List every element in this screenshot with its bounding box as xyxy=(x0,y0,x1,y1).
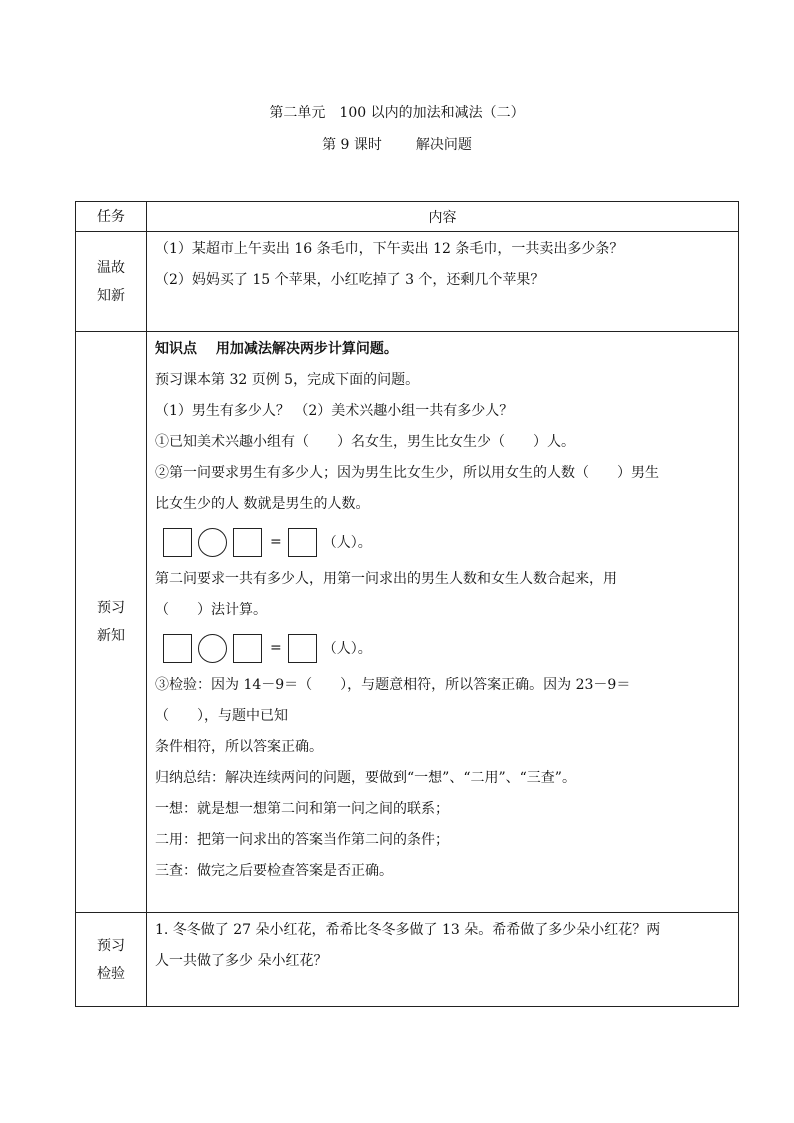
answer-box[interactable] xyxy=(233,634,262,663)
equals-sign: = xyxy=(270,534,282,550)
equation-row-1 xyxy=(155,520,730,564)
preview-questions: （1）男生有多少人？ （2）美术兴趣小组一共有多少人？ xyxy=(155,403,514,419)
summary-use: 二用：把第一问求出的答案当作第二问的条件； xyxy=(155,832,449,848)
preview-label: 预习 新知 xyxy=(76,332,147,913)
knowledge-point: 知识点 用加减法解决两步计算问题。 xyxy=(155,341,398,357)
summary: 归纳总结：解决连续两问的问题，要做到“一想”、“二用”、“三查”。 xyxy=(155,770,576,786)
operator-circle[interactable] xyxy=(198,528,227,557)
header-task: 任务 xyxy=(76,202,147,232)
review-question-1: （1）某超市上午卖出 16 条毛巾，下午卖出 12 条毛巾，一共卖出多少条？ xyxy=(155,241,624,257)
lesson-topic: 解决问题 xyxy=(415,137,472,153)
preview-instruction: 预习课本第 32 页例 5，完成下面的问题。 xyxy=(155,372,420,388)
review-content xyxy=(147,232,739,332)
answer-box[interactable] xyxy=(163,528,192,557)
result-box[interactable] xyxy=(288,528,317,557)
lesson-table xyxy=(75,201,739,1007)
check-row xyxy=(76,913,739,1007)
review-question-2: （2）妈妈买了 15 个苹果，小红吃掉了 3 个，还剩几个苹果？ xyxy=(155,272,545,288)
preview-row xyxy=(76,332,739,913)
lesson-title xyxy=(0,134,794,154)
review-row xyxy=(76,232,739,332)
unit-label: （人）。 xyxy=(322,535,372,551)
check-label: 预习 检验 xyxy=(76,913,147,1007)
lesson-number: 第 9 课时 xyxy=(322,137,382,153)
answer-box[interactable] xyxy=(233,528,262,557)
result-box[interactable] xyxy=(288,634,317,663)
preview-step-2d: （ ）法计算。 xyxy=(155,602,267,618)
operator-circle[interactable] xyxy=(198,634,227,663)
review-label: 温故 知新 xyxy=(76,232,147,332)
check-step-a: ③检验：因为 14－9＝（ ），与题意相符，所以答案正确。因为 23－9＝ xyxy=(155,677,631,693)
unit-label: （人）。 xyxy=(322,641,372,657)
check-question-line-1: 1. 冬冬做了 27 朵小红花，希希比冬冬多做了 13 朵。希希做了多少朵小红花？两 xyxy=(155,922,661,938)
check-step-c: 条件相符，所以答案正确。 xyxy=(155,739,323,755)
check-content xyxy=(147,913,739,1007)
unit-title: 第二单元 100 以内的加法和减法（二） xyxy=(269,105,525,121)
preview-content xyxy=(147,332,739,913)
preview-step-2a: ②第一问要求男生有多少人；因为男生比女生少，所以用女生的人数（ ）男生 xyxy=(155,465,659,481)
summary-think: 一想：就是想一想第二问和第一问之间的联系； xyxy=(155,801,449,817)
summary-check: 三查：做完之后要检查答案是否正确。 xyxy=(155,863,393,879)
check-step-b: （ ），与题中已知 xyxy=(155,708,288,724)
preview-step-2c: 第二问要求一共有多少人，用第一问求出的男生人数和女生人数合起来，用 xyxy=(155,571,617,587)
preview-step-2b: 比女生少的人 数就是男生的人数。 xyxy=(155,496,370,512)
preview-step-1: ①已知美术兴趣小组有（ ）名女生，男生比女生少（ ）人。 xyxy=(155,434,575,450)
answer-box[interactable] xyxy=(163,634,192,663)
check-question-line-2: 人一共做了多少 朵小红花？ xyxy=(155,953,328,969)
equals-sign: = xyxy=(270,640,282,656)
header-content: 内容 xyxy=(147,202,739,232)
table-header-row xyxy=(76,202,739,232)
equation-row-2 xyxy=(155,626,730,670)
